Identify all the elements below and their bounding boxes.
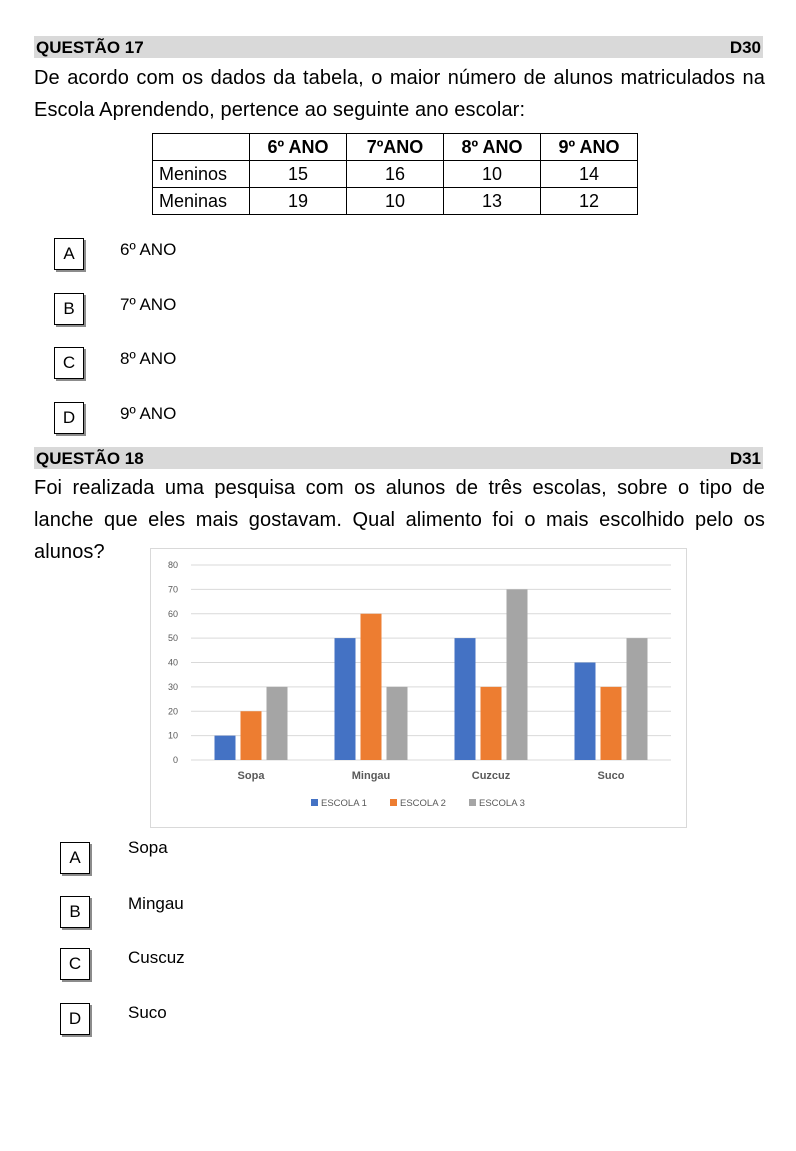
option-b-box[interactable]: B — [60, 896, 90, 928]
bar — [575, 663, 596, 761]
question-17-header — [34, 36, 763, 58]
question-18-statement: Foi realizada uma pesquisa com os alunos de três escolas, sobre o tipo de lanche que eles mais gostavam. Qual alimento foi o mais escolhido pelo os alunos? — [34, 477, 765, 563]
table-cell: 10 — [444, 161, 541, 188]
question-18-title: QUESTÃO 18 — [36, 449, 144, 468]
table-header-cell — [153, 134, 250, 161]
option-c-text: Cuscuz — [128, 948, 185, 967]
table-cell: 19 — [250, 188, 347, 215]
option-c-box[interactable]: C — [60, 948, 90, 980]
option-b-box[interactable]: B — [54, 293, 84, 325]
option-b-text: Mingau — [128, 894, 184, 913]
x-tick-label: Sopa — [237, 770, 265, 782]
enrollment-table — [152, 133, 638, 215]
table-header-cell: 6º ANO — [250, 134, 347, 161]
question-17-title: QUESTÃO 17 — [36, 38, 144, 57]
option-c-text: 8º ANO — [120, 349, 177, 368]
table-cell: 15 — [250, 161, 347, 188]
bar — [601, 687, 622, 760]
lunch-preference-chart — [150, 548, 687, 828]
table-header-cell: 9º ANO — [541, 134, 638, 161]
question-17-statement: De acordo com os dados da tabela, o maior número de alunos matriculados na Escola Aprendendo, pertence ao seguinte ano escolar: — [34, 67, 765, 121]
legend-swatch — [390, 799, 397, 806]
y-tick-label: 40 — [167, 657, 178, 668]
table-row-label: Meninos — [153, 161, 250, 188]
option-d-text: Suco — [128, 1003, 167, 1022]
option-a-box[interactable]: A — [60, 842, 90, 874]
option-a-box[interactable]: A — [54, 238, 84, 270]
bar — [507, 589, 528, 760]
table-cell: 10 — [347, 188, 444, 215]
table-cell: 12 — [541, 188, 638, 215]
table-cell: 14 — [541, 161, 638, 188]
bar — [361, 614, 382, 760]
legend-swatch — [311, 799, 318, 806]
question-18-code: D31 — [729, 449, 761, 468]
bar — [215, 736, 236, 760]
x-tick-label: Mingau — [351, 770, 391, 782]
option-c-box[interactable]: C — [54, 347, 84, 379]
x-tick-label: Cuzcuz — [471, 770, 511, 782]
bar — [387, 687, 408, 760]
table-header-row — [153, 134, 638, 161]
question-17-code: D30 — [729, 38, 761, 57]
option-a-text: Sopa — [128, 838, 168, 857]
x-tick-label: Suco — [597, 770, 625, 782]
chart-canvas — [151, 549, 686, 827]
question-18-header — [34, 447, 763, 469]
bar — [241, 711, 262, 760]
option-d-text: 9º ANO — [120, 404, 177, 423]
y-tick-label: 0 — [172, 755, 178, 765]
legend-label: ESCOLA 2 — [400, 798, 446, 809]
table-header-cell: 8º ANO — [444, 134, 541, 161]
y-tick-label: 70 — [167, 584, 178, 595]
y-tick-label: 10 — [167, 730, 178, 741]
y-tick-label: 30 — [167, 681, 178, 692]
bar — [627, 638, 648, 760]
table-row — [153, 161, 638, 188]
option-d-box[interactable]: D — [60, 1003, 90, 1035]
bar — [455, 638, 476, 760]
y-tick-label: 50 — [167, 633, 178, 644]
option-d-box[interactable]: D — [54, 402, 84, 434]
y-tick-label: 60 — [167, 608, 178, 619]
table-row — [153, 188, 638, 215]
y-tick-label: 20 — [167, 706, 178, 717]
bar — [267, 687, 288, 760]
table-row-label: Meninas — [153, 188, 250, 215]
bar — [481, 687, 502, 760]
legend-label: ESCOLA 1 — [321, 798, 367, 809]
option-a-text: 6º ANO — [120, 240, 177, 259]
table-header-cell: 7ºANO — [347, 134, 444, 161]
bar — [335, 638, 356, 760]
table-cell: 13 — [444, 188, 541, 215]
option-b-text: 7º ANO — [120, 295, 177, 314]
y-tick-label: 80 — [167, 560, 178, 570]
table-cell: 16 — [347, 161, 444, 188]
legend-swatch — [469, 799, 476, 806]
legend-label: ESCOLA 3 — [479, 798, 525, 809]
